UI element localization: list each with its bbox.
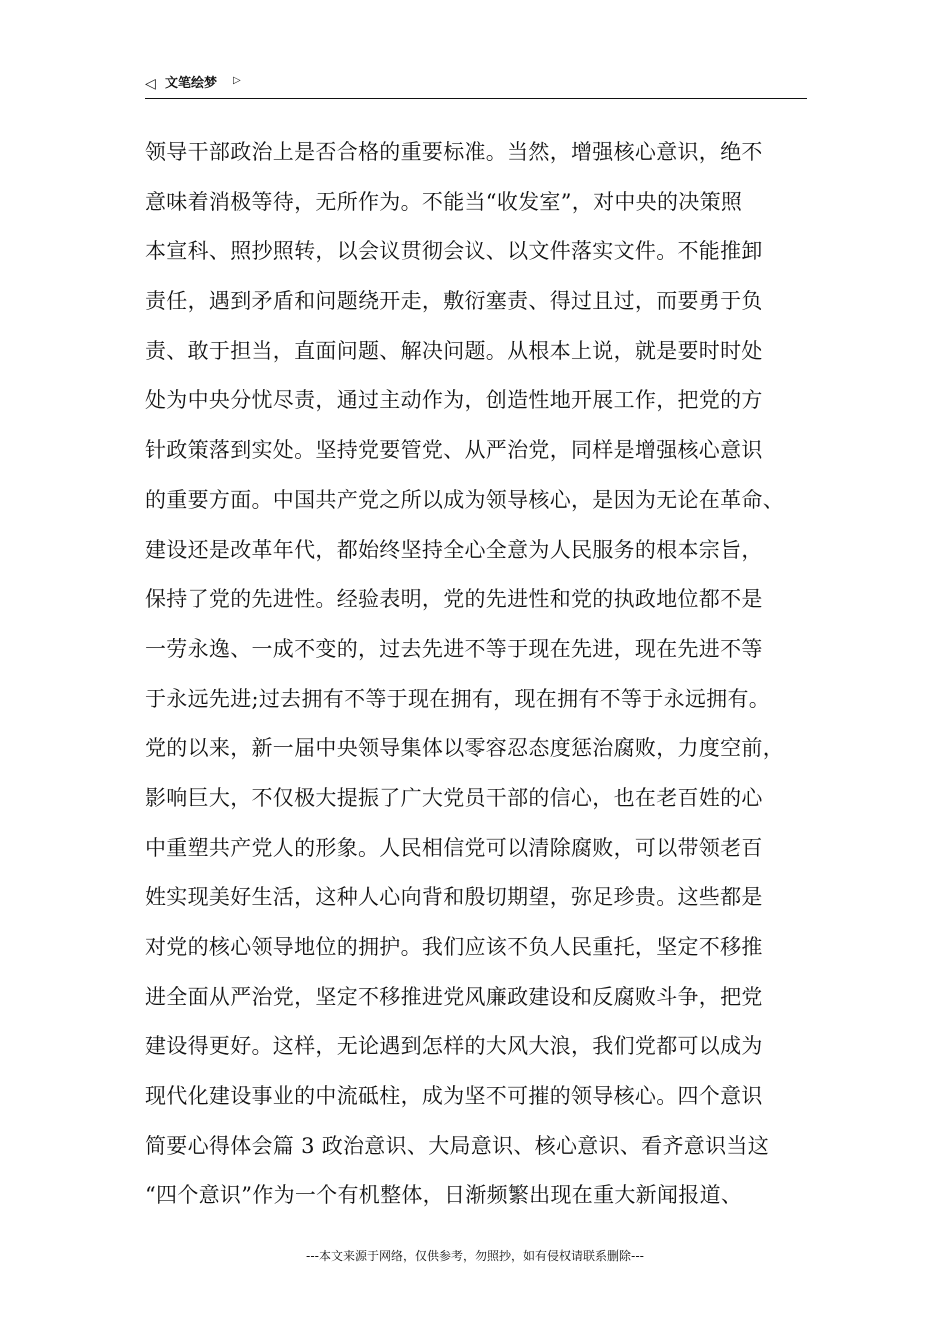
body-line: 影响巨大，不仅极大提振了广大党员干部的信心，也在老百姓的心 bbox=[145, 785, 763, 810]
body-line: 针政策落到实处。坚持党要管党、从严治党，同样是增强核心意识 bbox=[145, 438, 763, 463]
body-line: 的重要方面。中国共产党之所以成为领导核心，是因为无论在革命、 bbox=[145, 487, 784, 512]
body-line: 责、敢于担当，直面问题、解决问题。从根本上说，就是要时时处 bbox=[145, 338, 763, 363]
body-line: 现代化建设事业的中流砥柱，成为坚不可摧的领导核心。四个意识 bbox=[145, 1084, 763, 1109]
triangle-left-icon: ◁ bbox=[145, 76, 156, 92]
body-line: 责任，遇到矛盾和问题绕开走，敷衍塞责、得过且过，而要勇于负 bbox=[145, 289, 763, 314]
body-line: 建设得更好。这样，无论遇到怎样的大风大浪，我们党都可以成为 bbox=[145, 1034, 763, 1059]
page-header bbox=[145, 72, 807, 99]
body-line: “四个意识”作为一个有机整体，日渐频繁出现在重大新闻报道、 bbox=[145, 1183, 743, 1208]
header-title: 文笔绘梦 bbox=[165, 76, 218, 91]
body-line: 建设还是改革年代，都始终坚持全心全意为人民服务的根本宗旨， bbox=[145, 537, 763, 562]
document-body bbox=[145, 134, 825, 1227]
triangle-right-icon: ▷ bbox=[233, 75, 241, 86]
body-line: 一劳永逸、一成不变的，过去先进不等于现在先进，现在先进不等 bbox=[145, 636, 763, 661]
body-line: 领导干部政治上是否合格的重要标准。当然，增强核心意识，绝不 bbox=[145, 140, 763, 164]
body-line: 保持了党的先进性。经验表明，党的先进性和党的执政地位都不是 bbox=[145, 587, 763, 612]
body-line: 简要心得体会篇 3 政治意识、大局意识、核心意识、看齐意识当这 bbox=[145, 1133, 770, 1158]
body-line: 处为中央分忧尽责，通过主动作为，创造性地开展工作，把党的方 bbox=[145, 388, 763, 413]
body-line: 中重塑共产党人的形象。人民相信党可以清除腐败，可以带领老百 bbox=[145, 835, 763, 860]
body-line: 对党的核心领导地位的拥护。我们应该不负人民重托，坚定不移推 bbox=[145, 935, 763, 959]
body-line: 进全面从严治党，坚定不移推进党风廉政建设和反腐败斗争，把党 bbox=[145, 984, 763, 1009]
body-line: 姓实现美好生活，这种人心向背和殷切期望，弥足珍贵。这些都是 bbox=[145, 885, 763, 910]
body-line: 本宣科、照抄照转，以会议贯彻会议、以文件落实文件。不能推卸 bbox=[145, 239, 763, 264]
body-line: 意味着消极等待，无所作为。不能当“收发室”，对中央的决策照 bbox=[145, 189, 743, 214]
footer-disclaimer: ---本文来源于网络，仅供参考，勿照抄，如有侵权请联系删除--- bbox=[306, 1249, 644, 1263]
body-line: 于永远先进;过去拥有不等于现在拥有，现在拥有不等于永远拥有。 bbox=[145, 686, 771, 711]
body-line: 党的以来，新一届中央领导集体以零容忍态度惩治腐败，力度空前， bbox=[145, 736, 784, 761]
